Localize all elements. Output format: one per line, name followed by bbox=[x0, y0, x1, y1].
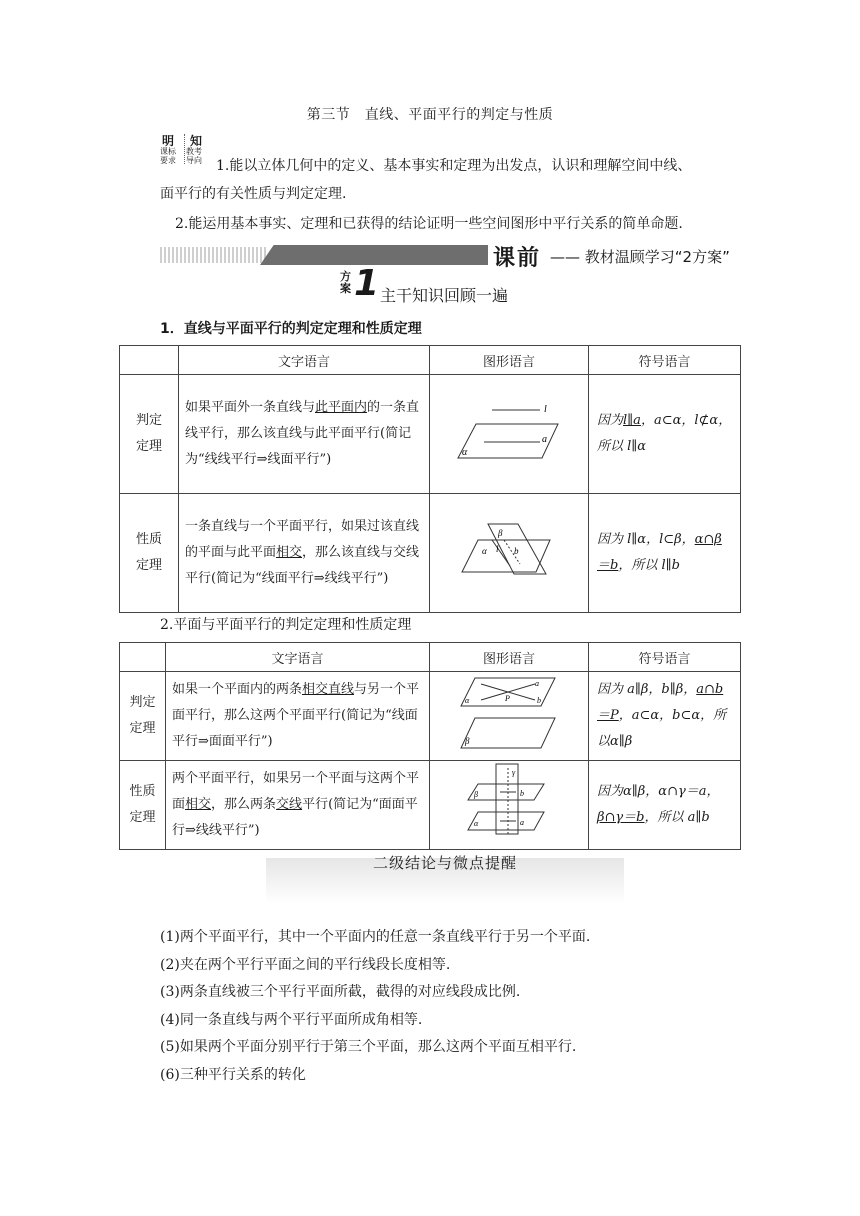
symbol-cell: 因为 l∥α，l⊂β，α∩β ＝b，所以 l∥b bbox=[589, 494, 741, 613]
header-cell: 符号语言 bbox=[589, 643, 741, 672]
table-header-row bbox=[120, 346, 741, 375]
symbol-cell: 因为l∥a，a⊂α，l⊄α， 所以 l∥α bbox=[589, 375, 741, 494]
header-cell: 符号语言 bbox=[589, 346, 741, 375]
fangan-number: 1 bbox=[354, 263, 380, 304]
label-l: l bbox=[496, 544, 499, 554]
badge-left-small: 课标 要求 bbox=[160, 147, 176, 165]
list-item: (6)三种平行关系的转化 bbox=[160, 1066, 306, 1083]
row-label: 性质定理 bbox=[120, 761, 166, 850]
banner-bar bbox=[260, 245, 488, 265]
row-label: 性质定理 bbox=[120, 494, 179, 613]
plane-plane-intersection-figure bbox=[464, 762, 554, 844]
text-cell: 两个平面平行，如果另一个平面与这两个平面相交，那么两条交线平行(简记为“面面平行⇒线线平行”) bbox=[166, 761, 430, 850]
intro-paragraph-2: 2.能运用基本事实、定理和已获得的结论证明一些空间图形中平行关系的简单命题. bbox=[175, 216, 683, 232]
label-b: b bbox=[520, 789, 524, 798]
label-P: P bbox=[505, 694, 510, 703]
badge-ming: 明 bbox=[162, 134, 175, 148]
section1-heading: 1．直线与平面平行的判定定理和性质定理 bbox=[160, 321, 422, 337]
label-alpha: α bbox=[462, 447, 468, 458]
label-gamma: γ bbox=[512, 768, 516, 777]
plane-plane-table bbox=[119, 642, 741, 850]
table-row bbox=[120, 494, 741, 613]
symbol-cell: 因为α∥β，α∩γ＝a， β∩γ＝b，所以 a∥b bbox=[589, 761, 741, 850]
label-beta: β bbox=[474, 790, 478, 799]
banner-keqian: 课前 bbox=[493, 246, 542, 271]
list-item: (1)两个平面平行，其中一个平面内的任意一条直线平行于另一个平面. bbox=[160, 929, 591, 945]
label-beta: β bbox=[498, 528, 503, 538]
label-a: a bbox=[542, 434, 547, 445]
section2-heading: 2.平面与平面平行的判定定理和性质定理 bbox=[160, 617, 412, 633]
badge-right-small: 教考 导向 bbox=[186, 147, 202, 165]
line-plane-parallel-figure bbox=[454, 402, 564, 462]
fangan-text: 主干知识回顾一遍 bbox=[380, 286, 509, 305]
table-row bbox=[120, 375, 741, 494]
subheading-text: 二级结论与微点提醒 bbox=[372, 854, 517, 872]
label-l: l bbox=[544, 404, 547, 415]
banner-hatch bbox=[160, 247, 268, 263]
line-plane-intersection-figure bbox=[454, 520, 564, 582]
header-cell bbox=[120, 346, 179, 375]
label-b: b bbox=[537, 696, 541, 705]
figure-cell bbox=[430, 494, 589, 613]
table-row bbox=[120, 672, 741, 761]
list-item: (3)两条直线被三个平行平面所截，截得的对应线段成比例. bbox=[160, 984, 521, 1000]
plane-plane-parallel-figure bbox=[459, 674, 559, 754]
row-label: 判定定理 bbox=[120, 375, 179, 494]
section-banner bbox=[160, 243, 730, 271]
header-cell: 文字语言 bbox=[166, 643, 430, 672]
header-cell bbox=[120, 643, 166, 672]
label-beta: β bbox=[465, 736, 470, 746]
label-a: a bbox=[520, 818, 524, 827]
fangan-label: 方案 bbox=[340, 270, 351, 295]
banner-subtitle: —— 教材温顾学习“2方案” bbox=[550, 248, 730, 266]
list-item: (5)如果两个平面分别平行于第三个平面，那么这两个平面互相平行. bbox=[160, 1039, 577, 1055]
table-header-row bbox=[120, 643, 741, 672]
label-alpha: α bbox=[482, 546, 487, 556]
list-item: (2)夹在两个平行平面之间的平行线段长度相等. bbox=[160, 956, 451, 973]
figure-cell bbox=[430, 761, 589, 850]
label-b: b bbox=[514, 546, 519, 556]
header-cell: 文字语言 bbox=[179, 346, 430, 375]
label-alpha: α bbox=[474, 819, 479, 828]
line-plane-table bbox=[119, 345, 741, 613]
intro-paragraph-1: 1.能以立体几何中的定义、基本事实和定理为出发点，认识和理解空间中线、 bbox=[216, 158, 692, 174]
conclusions-subheading bbox=[266, 854, 624, 904]
conclusions-list bbox=[160, 924, 590, 1089]
objectives-badge bbox=[160, 132, 212, 166]
text-cell: 一条直线与一个平面平行，如果过该直线的平面与此平面相交，那么该直线与交线平行(简记为“线面平行⇒线线平行”) bbox=[179, 494, 430, 613]
row-label: 判定定理 bbox=[120, 672, 166, 761]
header-cell: 图形语言 bbox=[430, 643, 589, 672]
intro-paragraph-1-cont: 面平行的有关性质与判定定理. bbox=[160, 186, 347, 202]
header-cell: 图形语言 bbox=[430, 346, 589, 375]
badge-zhi: 知 bbox=[190, 134, 203, 148]
table-row bbox=[120, 761, 741, 850]
symbol-cell: 因为 a∥β，b∥β，a∩b ＝P，a⊂α，b⊂α，所以α∥β bbox=[589, 672, 741, 761]
text-cell: 如果平面外一条直线与此平面内的一条直线平行，那么该直线与此平面平行(简记为“线线平行⇒线面平行”) bbox=[179, 375, 430, 494]
text-cell: 如果一个平面内的两条相交直线与另一个平面平行，那么这两个平面平行(简记为“线面平行⇒面面平行”) bbox=[166, 672, 430, 761]
figure-cell bbox=[430, 672, 589, 761]
list-item: (4)同一条直线与两个平行平面所成角相等. bbox=[160, 1011, 423, 1028]
label-a: a bbox=[535, 679, 539, 688]
page-title: 第三节 直线、平面平行的判定与性质 bbox=[306, 107, 554, 123]
figure-cell bbox=[430, 375, 589, 494]
label-alpha: α bbox=[465, 696, 470, 705]
